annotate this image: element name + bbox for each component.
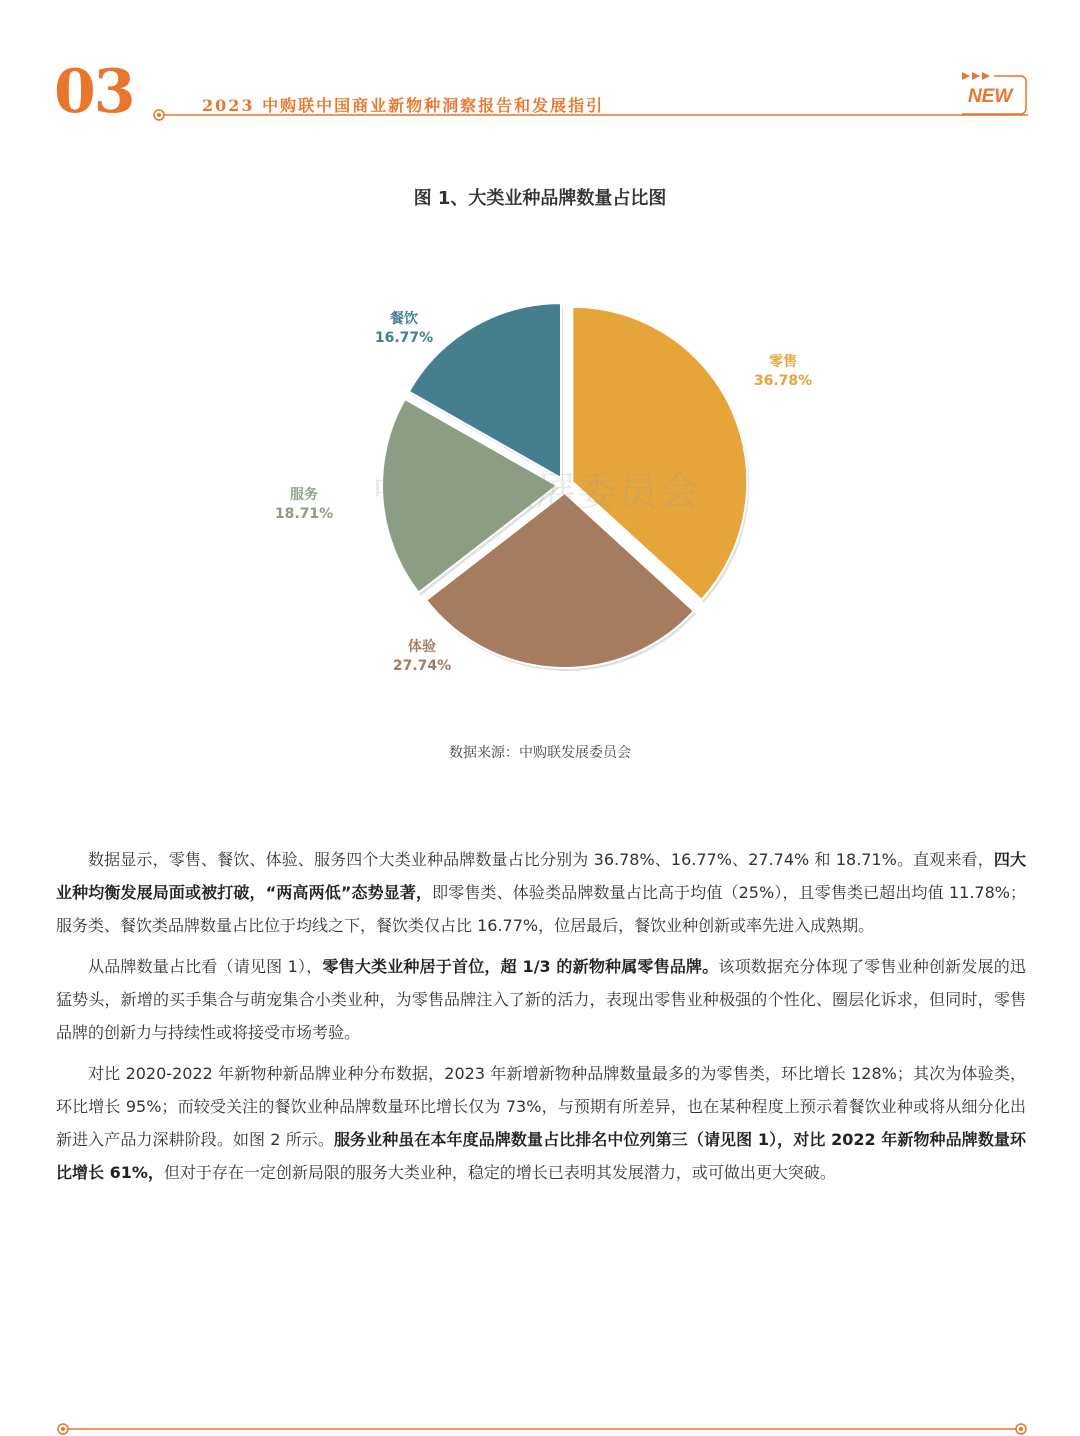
slice-name: 餐饮: [390, 311, 418, 327]
slice-label-experience: [384, 638, 460, 676]
slice-name: 零售: [769, 354, 797, 370]
report-title: 2023 中购联中国商业新物种洞察报告和发展指引: [202, 96, 605, 115]
watermark-text: 中购联发展委员会: [372, 469, 700, 515]
slice-name: 服务: [290, 487, 318, 503]
slice-percent: 18.71%: [274, 506, 334, 522]
header-rule: [152, 108, 1028, 122]
slice-label-service: [266, 486, 342, 524]
data-source: 数据来源：中购联发展委员会: [449, 745, 631, 761]
slice-label-dining: [366, 310, 442, 348]
chart-title: 图 1、大类业种品牌数量占比图: [413, 188, 667, 209]
body-text: [56, 843, 1026, 1197]
paragraph-2: 从品牌数量占比看（请见图 1），零售大类业种居于首位，超 1/3 的新物种属零售品牌。该项数据充分体现了零售业种创新发展的迅猛势头，新增的买手集合与萌宠集合小类业种，为零售品牌注入了新的活力，表现出零售业种极强的个性化、圈层化诉求，但同时，零售品牌的创新力与持续性或将接受市场考验。: [56, 957, 1026, 1042]
slice-name: 体验: [408, 639, 436, 655]
new-badge-text: NEW: [968, 86, 1013, 107]
slice-percent: 27.74%: [392, 658, 452, 674]
paragraph-3: 对比 2020-2022 年新物种新品牌业种分布数据，2023 年新增新物种品牌数量最多的为零售类，环比增长 128%；其次为体验类，环比增长 95%；而较受关注的餐饮业种品牌数量环比增长仅为 73%，与预期有所差异，也在某种程度上预示着餐饮业种或将从细分化出新进入产品力深耕阶段。如图 2 所示。服务业种虽在本年度品牌数量占比排名中位列第三（请见图 1），对比 2022 年新物种品牌数量环比增长 61%，但对于存在一定创新局限的服务大类业种，稳定的增长已表明其发展潜力，或可做出更大突破。: [56, 1064, 1026, 1182]
slice-percent: 16.77%: [374, 330, 434, 346]
slice-label-retail: [745, 353, 821, 391]
slice-percent: 36.78%: [753, 373, 813, 389]
section-number: 03: [54, 57, 134, 127]
paragraph-1: 数据显示，零售、餐饮、体验、服务四个大类业种品牌数量占比分别为 36.78%、16.77%、27.74% 和 18.71%。直观来看，四大业种均衡发展局面或被打破，“两高两低”态势显著，即零售类、体验类品牌数量占比高于均值（25%），且零售类已超出均值 11.78%；服务类、餐饮类品牌数量占比位于均线之下，餐饮类仅占比 16.77%，位居最后，餐饮业种创新或率先进入成熟期。: [56, 850, 1026, 935]
